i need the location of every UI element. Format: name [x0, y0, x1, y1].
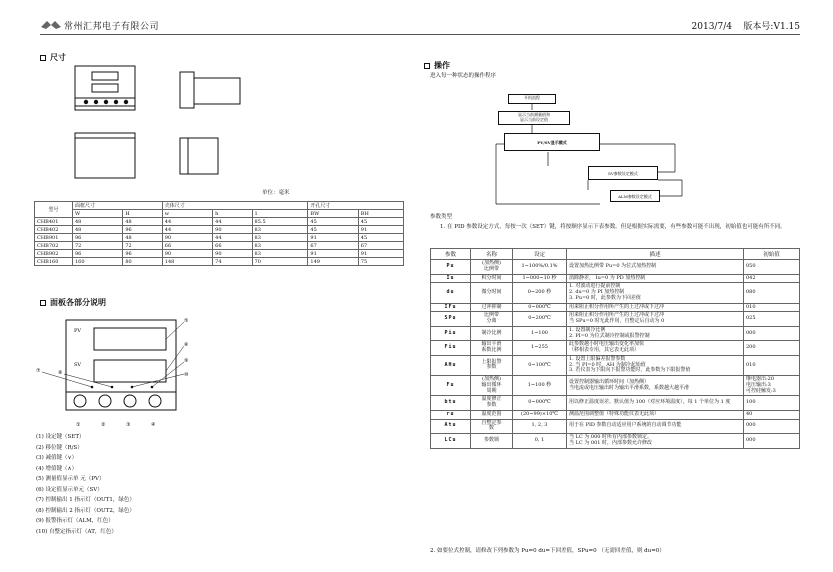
company-name: 常州汇邦电子有限公司	[64, 22, 160, 32]
param-desc-cell: 用于在 PID 参数自动适应用户系统的自动调节功能	[567, 419, 744, 434]
param-init-cell: 100	[744, 396, 800, 411]
param-name-cell: 上限报警 参数	[471, 355, 513, 375]
header-meta	[692, 19, 800, 32]
sv-label: SV	[74, 362, 82, 368]
param-desc-cell: 设置加热比例带 Pu=0 为位式加热控制	[567, 260, 744, 275]
param-name-cell: 比例带 分离	[471, 312, 513, 327]
svg-text:⑩: ⑩	[184, 372, 189, 378]
param-name-cell: 微分时间	[471, 283, 513, 303]
size-section-title: 尺寸	[40, 52, 66, 63]
dimension-cell: 75	[358, 258, 403, 266]
dimension-cell: 67	[358, 242, 403, 250]
param-set-cell: 0~100℃	[513, 355, 567, 375]
param-init-cell: 000	[744, 434, 800, 449]
table-row	[35, 218, 404, 226]
param-code-cell: IFu	[431, 303, 471, 312]
param-init-cell: 010	[744, 303, 800, 312]
model-cell: CHB702	[35, 242, 73, 250]
model-header: 型号	[35, 202, 73, 218]
param-desc-cell: 测温范围调整值（特殊功能仪表无此项）	[567, 410, 744, 419]
dimension-cell: 48	[123, 218, 162, 226]
svg-text:⑨: ⑨	[184, 358, 189, 364]
flow-step-poweron: 开机流程	[508, 94, 556, 104]
param-set-cell: 0~000℃	[513, 303, 567, 312]
dimension-cell: 91	[358, 250, 403, 258]
flow-step-alm-setting: ALM参数设定模式	[610, 190, 660, 202]
model-cell: CHB402	[35, 226, 73, 234]
table-row	[35, 226, 404, 234]
company-logo-icon	[40, 19, 62, 31]
dimension-cell: 90	[213, 250, 252, 258]
dimension-cell: 45	[308, 218, 358, 226]
param-note: 1. 在 PID 参数设定方式，每按一次（SET）键，将按顺序显示下表参数。但是根据实际需要，有些参数可能不出现，初始值也可能有所不同。	[440, 224, 786, 230]
dimension-cell: 96	[123, 226, 162, 234]
param-desc-cell: 用来阻止积分作用所产生的上过冲或下过冲 当 SPu=0 时无此作用，自整定后自动为 0	[567, 312, 744, 327]
param-set-cell: 1, 2, 3	[513, 419, 567, 434]
param-init-cell: 200	[744, 341, 800, 356]
param-code-cell: Pu	[431, 260, 471, 275]
legend-item: (1) 设定键（SET）	[36, 434, 85, 440]
param-name-cell: 输出平滑 系数比例	[471, 341, 513, 356]
table-row	[431, 341, 800, 356]
dimension-cell: 44	[162, 226, 212, 234]
param-code-cell: Iu	[431, 274, 471, 283]
unit-note: 单位：毫米	[262, 190, 290, 196]
param-code-cell: Fu	[431, 376, 471, 396]
model-cell: CHB901	[35, 234, 73, 242]
flow-step-display: 显示当前测量值和 显示当前设定值	[498, 111, 570, 125]
param-code-cell: btu	[431, 396, 471, 411]
svg-text:⑥: ⑥	[184, 342, 189, 348]
svg-text:③: ③	[126, 422, 131, 428]
param-desc-cell: 设置控制器输出循环时间（加热侧） 当电流或电压输出时为输出平滑系数，系数越大越平滑	[567, 376, 744, 396]
param-name-cell: 参数锁	[471, 434, 513, 449]
param-init-cell: 000	[744, 419, 800, 434]
param-footnote: 2. 如要位式控制，请修改下列参数为 Pu=0 du=下回差值，SPu=0 （无需回差值，则 du=0）	[430, 548, 665, 554]
dimension-cell: 72	[73, 242, 123, 250]
dimension-cell: 48	[73, 226, 123, 234]
param-name-cell: (加热侧) 输出循环 周期	[471, 376, 513, 396]
dimension-cell: 83	[252, 226, 308, 234]
table-row	[431, 283, 800, 303]
table-row	[35, 242, 404, 250]
param-desc-cell: 1. 对波动进行提前控制 2. du=0 为 PI 加热控制 3. Pu=0 时，此参数为下回差值	[567, 283, 744, 303]
dimension-cell: 96	[123, 250, 162, 258]
param-set-cell: 1~000~10 秒	[513, 274, 567, 283]
param-init-cell: 042	[744, 274, 800, 283]
dimension-cell: 148	[162, 258, 212, 266]
svg-text:⑧: ⑧	[58, 370, 63, 376]
panel-section-title: 面板各部分说明	[40, 297, 106, 308]
param-name-cell: (加热侧) 比例带	[471, 260, 513, 275]
model-cell: CHB160	[35, 258, 73, 266]
param-desc-cell: 此参数越小时电压输出变化率加快 （移相表专用，其它表无此项）	[567, 341, 744, 356]
operation-section-title: 操作	[424, 60, 450, 71]
dimension-table: 型号 面框尺寸 壳体尺寸 开孔尺寸 W H w h 1 BW BH CHB401 48 48 44 44 85.5 45 45 CHB402 48 96 44 90 83 45 91 CHB901 96 48 90 44 83 91 45 CHB702 72 72 66 66 83 67 67 CHB902 96 96 90 90 83 91 91 CHB160 160 80 148 74 70 149 75	[34, 201, 404, 266]
dimension-cell: 90	[162, 234, 212, 242]
header-divider	[40, 34, 800, 35]
param-set-cell: 1~100	[513, 326, 567, 341]
param-desc-cell: 用来阻止积分作用所产生的上过冲或下过冲	[567, 303, 744, 312]
svg-text:④: ④	[151, 422, 156, 428]
param-name-cell: 积分时间	[471, 274, 513, 283]
panel-legend	[36, 432, 135, 537]
svg-text:⑤: ⑤	[184, 318, 189, 324]
dimension-cell: 67	[308, 242, 358, 250]
table-row	[431, 274, 800, 283]
param-set-cell: 0~200 秒	[513, 283, 567, 303]
param-table: 参数 名称 设定 描述 初始值 Pu (加热侧) 比例带 1~100%/0.1% 设置加热比例带 Pu=0 为位式加热控制 050 Iu 积分时间 1~000~10 秒 消除静差， Iu=0 为 PD 加热控制 042 du 微分时间 0~200 秒 1. 对波动进行提前控制 2. du=0 为 PI 加热控制 3. Pu=0 时，此参数为下回差值 080 IFu 过冲抑制 0~000℃ 用来阻止积分作用所产生的上过冲或下过冲 010 SPu 比例带 分离 0~200℃ 用来阻止积分作用所产生的上过冲或下过冲 当 SPu=0 时无此作用，自整定后自动为 0 025 Piu 制冷比例 1~100 1. 设置制冷比例 2. PI=0 为位式制冷控制或报警控制 000 Fiu 输出平滑 系数比例 1~255 此参数越小时电压输出变化率加快 （移相表专用，其它表无此项） 200 AHu 上限报警 参数 0~100℃ 1. 设置上限偏差报警参数 2. 当 PI=0 时，AH 为制冷起始值 3. 若仪表为下限向下报警功能时，此参数为下限报警值 010 Fu (加热侧) 输出循环 周期 1~100 秒 设置控制器输出循环时间（加热侧） 当电流或电压输出时为输出平滑系数，系数越大越平滑 继电器出:20 电压输出:3 可控硅触发:3 btu 温度修正 参数 0~000℃ 用以修正温度误差。默认值为 100（对应环境温度），每 1 个单位为 1 度 100 ru 温度范围 (20~99)×10℃ 测温范围调整值（特殊功能仪表无此项） 40 Atu 自整定参 数 1, 2, 3 用于在 PID 参数自动适应用户系统的自动调节功能 000 LCu 参数锁 0, 1 当 LC 为 000 时所有内部参数锁定。 当 LC 为 001 时，内部参数允许修改 000	[430, 248, 800, 449]
param-set-cell: (20~99)×10℃	[513, 410, 567, 419]
flow-step-sv-setting: SV参数设定模式	[588, 166, 658, 180]
dimension-cell: 96	[73, 250, 123, 258]
legend-item: (7) 控制输出 1 指示灯（OUT1，绿色）	[36, 497, 135, 503]
legend-item: (3) 减值键（∨）	[36, 455, 78, 461]
dimension-cell: 66	[162, 242, 212, 250]
param-name-cell: 温度修正 参数	[471, 396, 513, 411]
dimension-cell: 80	[123, 258, 162, 266]
param-name-cell: 过冲抑制	[471, 303, 513, 312]
param-code-cell: Fiu	[431, 341, 471, 356]
table-row	[431, 410, 800, 419]
table-row	[431, 355, 800, 375]
front-panel-diagram	[34, 312, 199, 432]
legend-item: (5) 测量值显示单 元（PV）	[36, 476, 105, 482]
version-label: 版本号:	[743, 22, 774, 32]
dimension-cell: 149	[308, 258, 358, 266]
table-row	[431, 303, 800, 312]
dimension-cell: 70	[252, 258, 308, 266]
table-row	[35, 258, 404, 266]
dimension-cell: 44	[213, 234, 252, 242]
legend-item: (6) 设定值显示单元（SV）	[36, 486, 103, 493]
param-desc-cell: 用以修正温度误差。默认值为 100（对应环境温度），每 1 个单位为 1 度	[567, 396, 744, 411]
param-code-cell: LCu	[431, 434, 471, 449]
param-init-cell: 080	[744, 283, 800, 303]
param-code-cell: SPu	[431, 312, 471, 327]
flow-step-pvsv: PV/SV显示模式	[504, 133, 600, 151]
dimension-cell: 45	[308, 226, 358, 234]
dimension-cell: 90	[162, 250, 212, 258]
legend-item: (2) 移位键（R/S）	[36, 444, 83, 451]
dimension-cell: 91	[308, 250, 358, 258]
param-section-title: 参数类型	[430, 214, 453, 220]
table-row	[431, 419, 800, 434]
param-name-cell: 温度范围	[471, 410, 513, 419]
param-init-cell: 050	[744, 260, 800, 275]
table-row	[35, 234, 404, 242]
dimension-cell: 66	[213, 242, 252, 250]
param-set-cell: 1~255	[513, 341, 567, 356]
table-row	[431, 326, 800, 341]
table-row	[431, 396, 800, 411]
dimension-cell: 74	[213, 258, 252, 266]
param-desc-cell: 1. 设置制冷比例 2. PI=0 为位式制冷控制或报警控制	[567, 326, 744, 341]
param-set-cell: 0, 1	[513, 434, 567, 449]
dimension-cell: 44	[162, 218, 212, 226]
table-row	[431, 260, 800, 275]
dimension-cell: 45	[358, 218, 403, 226]
param-code-cell: ru	[431, 410, 471, 419]
dimension-cell: 44	[213, 218, 252, 226]
param-name-cell: 制冷比例	[471, 326, 513, 341]
param-init-cell: 40	[744, 410, 800, 419]
legend-item: (8) 控制输出 2 指示灯（OUT2，绿色）	[36, 507, 135, 514]
table-row	[431, 312, 800, 327]
model-cell: CHB401	[35, 218, 73, 226]
pv-label: PV	[74, 328, 81, 334]
page-header	[40, 18, 800, 34]
table-row	[431, 376, 800, 396]
dimension-cell: 83	[252, 242, 308, 250]
svg-text:②: ②	[101, 422, 106, 428]
dimension-cell: 160	[73, 258, 123, 266]
param-set-cell: 1~100 秒	[513, 376, 567, 396]
dimension-cell: 45	[358, 234, 403, 242]
legend-item: (9) 报警指示灯（ALM，红色）	[36, 518, 114, 524]
param-code-cell: du	[431, 283, 471, 303]
model-cell: CHB902	[35, 250, 73, 258]
operation-intro: 进入每一种状态的操作程序	[430, 73, 497, 79]
dimension-drawings	[70, 58, 290, 188]
table-row	[35, 250, 404, 258]
param-init-cell: 010	[744, 355, 800, 375]
param-code-cell: Piu	[431, 326, 471, 341]
param-set-cell: 0~000℃	[513, 396, 567, 411]
param-init-cell: 继电器出:20 电压输出:3 可控硅触发:3	[744, 376, 800, 396]
param-desc-cell: 1. 设置上限偏差报警参数 2. 当 PI=0 时，AH 为制冷起始值 3. 若仪表为下限向下报警功能时，此参数为下限报警值	[567, 355, 744, 375]
table-row	[431, 434, 800, 449]
dimension-cell: 72	[123, 242, 162, 250]
dimension-cell: 91	[308, 234, 358, 242]
dimension-cell: 48	[73, 218, 123, 226]
param-desc-cell: 消除静差， Iu=0 为 PD 加热控制	[567, 274, 744, 283]
svg-text:⑦: ⑦	[36, 368, 41, 374]
dimension-cell: 91	[358, 226, 403, 234]
dimension-cell: 83	[252, 250, 308, 258]
param-set-cell: 1~100%/0.1%	[513, 260, 567, 275]
dimension-cell: 83	[252, 234, 308, 242]
param-init-cell: 000	[744, 326, 800, 341]
param-code-cell: AHu	[431, 355, 471, 375]
legend-item: (4) 增值键（∧）	[36, 465, 78, 472]
dimension-cell: 90	[213, 226, 252, 234]
dimension-cell: 48	[123, 234, 162, 242]
version-number: V1.15	[773, 22, 800, 32]
param-name-cell: 自整定参 数	[471, 419, 513, 434]
dimension-cell: 96	[73, 234, 123, 242]
doc-date: 2013/7/4	[691, 22, 732, 32]
param-code-cell: Atu	[431, 419, 471, 434]
svg-text:①: ①	[76, 422, 81, 428]
legend-item: (10) 自整定指示灯（AT，红色）	[36, 528, 117, 535]
param-desc-cell: 当 LC 为 000 时所有内部参数锁定。 当 LC 为 001 时，内部参数允许修改	[567, 434, 744, 449]
dimension-cell: 85.5	[252, 218, 308, 226]
param-init-cell: 025	[744, 312, 800, 327]
param-set-cell: 0~200℃	[513, 312, 567, 327]
